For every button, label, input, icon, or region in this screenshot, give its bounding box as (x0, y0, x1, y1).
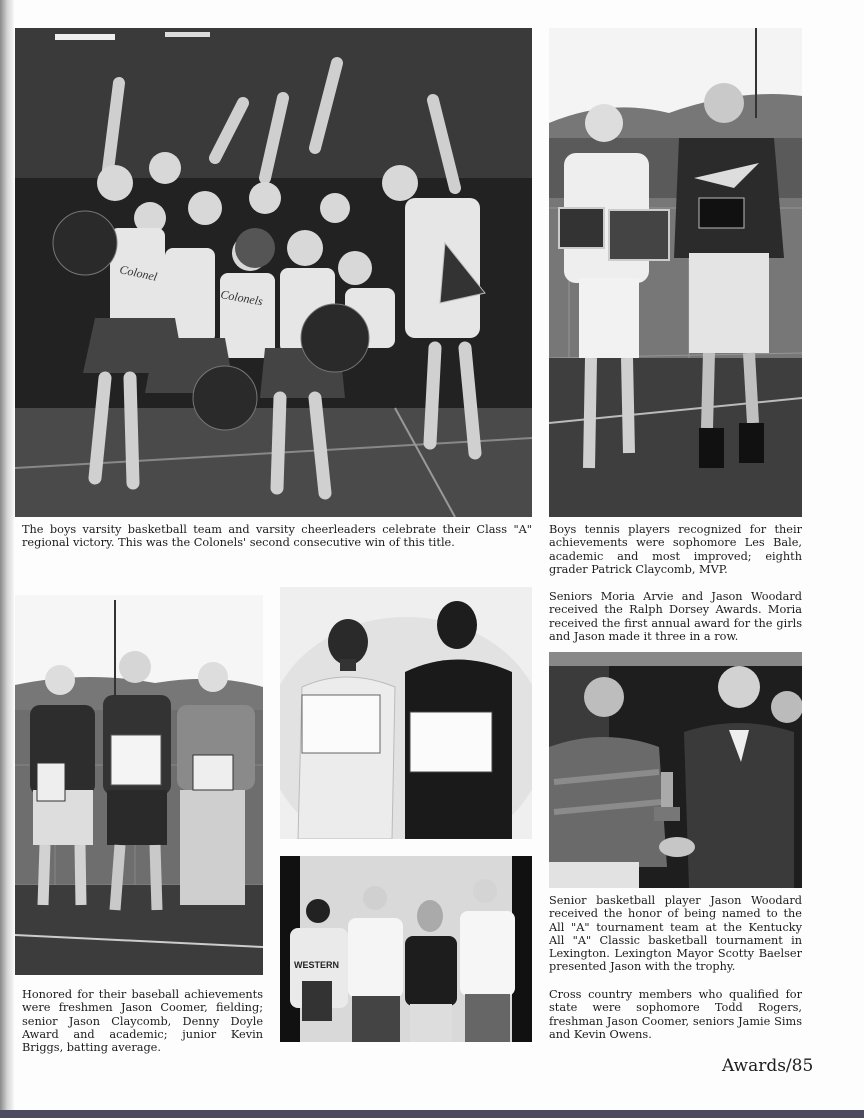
photo-cross-country-team (280, 856, 532, 1042)
page-folio: Awards/85 (722, 1056, 814, 1076)
uniform-lettering-left: Colonel (118, 262, 159, 284)
caption-tennis: Boys tennis players recognized for their achievements were sophomore Les Bale, academic and most improved; eighth grader Patrick Claycomb, MVP. (549, 523, 802, 576)
caption-cross-country: Cross country members who qualified for state were sophomore Todd Rogers, freshman Jason Coomer, seniors Jamie Sims and Kevin Owens. (549, 988, 802, 1041)
caption-cheerleaders: The boys varsity basketball team and varsity cheerleaders celebrate their Class "A" regional victory. This was the Colonels' second consecutive win of this title. (22, 523, 532, 550)
photo-baseball-players (15, 595, 263, 975)
photo-tennis-players (549, 28, 802, 517)
photo-trophy-presentation (549, 652, 802, 888)
uniform-lettering-center: Colonels (219, 287, 264, 309)
caption-trophy: Senior basketball player Jason Woodard received the honor of being named to the All "A" tournament team at the Kentucky All "A" Classic basketball tournament in Lexington. Lexington Mayor Scotty Baelser presented Jason with the trophy. (549, 894, 802, 974)
photo-dorsey-award-recipients (280, 587, 532, 839)
page-bottom-band (0, 1110, 864, 1118)
shirt-lettering-western: WESTERN (294, 960, 339, 970)
caption-dorsey-awards: Seniors Moria Arvie and Jason Woodard received the Ralph Dorsey Awards. Moria received the first annual award for the girls and Jason made it three in a row. (549, 590, 802, 643)
page-binding-edge (0, 0, 14, 1118)
caption-baseball: Honored for their baseball achievements were freshmen Jason Coomer, fielding; senior Jason Claycomb, Denny Doyle Award and academic; junior Kevin Briggs, batting average. (22, 988, 263, 1055)
photo-cheerleaders-celebration (15, 28, 532, 517)
